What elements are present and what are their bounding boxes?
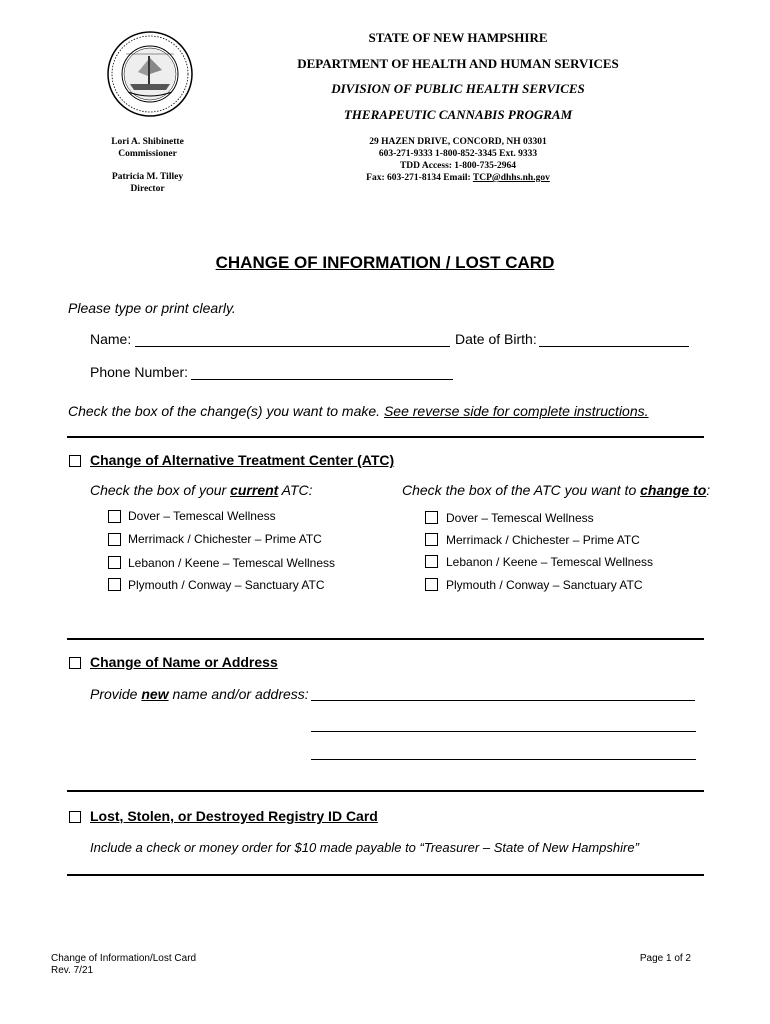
name-field[interactable] xyxy=(135,346,450,347)
commissioner-name: Lori A. Shibinette xyxy=(111,137,184,147)
address-line: 29 HAZEN DRIVE, CONCORD, NH 03301 xyxy=(369,137,547,147)
check-instruction xyxy=(68,403,649,419)
program-name: THERAPEUTIC CANNABIS PROGRAM xyxy=(343,107,573,122)
footer-revision: Rev. 7/21 xyxy=(51,965,94,976)
to-suffix: : xyxy=(706,482,711,498)
phone-label: Phone Number: xyxy=(90,364,189,380)
lost-card-heading: Lost, Stolen, or Destroyed Registry ID Card xyxy=(90,808,378,824)
dob-field[interactable] xyxy=(539,346,689,347)
current-atc-label xyxy=(90,482,313,498)
current-emphasis: current xyxy=(230,482,279,498)
division-name: DIVISION OF PUBLIC HEALTH SERVICES xyxy=(331,81,585,96)
phone-field[interactable] xyxy=(191,379,453,380)
current-atc-checkbox-2[interactable] xyxy=(108,556,121,569)
current-atc-option-2: Lebanon / Keene – Temescal Wellness xyxy=(128,556,336,570)
to-atc-checkbox-0[interactable] xyxy=(425,511,438,524)
to-emphasis: change to xyxy=(640,482,707,498)
instruction-text: Please type or print clearly. xyxy=(68,300,236,316)
contact-block xyxy=(260,136,656,184)
footer-page-number: Page 1 of 2 xyxy=(639,953,691,964)
phone-line: 603-271-9333 1-800-852-3345 Ext. 9333 xyxy=(378,149,538,159)
to-atc-checkbox-2[interactable] xyxy=(425,555,438,568)
prompt-prefix: Provide xyxy=(90,686,142,702)
new-name-prompt xyxy=(90,686,309,702)
to-prefix: Check the box of the ATC you want to xyxy=(402,482,641,498)
to-atc-option-3: Plymouth / Conway – Sanctuary ATC xyxy=(446,578,643,592)
commissioner-title: Commissioner xyxy=(118,149,177,159)
fax-text: Fax: 603-271-8134 Email: xyxy=(366,173,473,183)
current-atc-option-3: Plymouth / Conway – Sanctuary ATC xyxy=(128,578,325,592)
to-atc-option-2: Lebanon / Keene – Temescal Wellness xyxy=(446,555,654,569)
name-address-heading: Change of Name or Address xyxy=(90,654,278,670)
atc-heading: Change of Alternative Treatment Center (ATC) xyxy=(90,452,395,468)
form-title: CHANGE OF INFORMATION / LOST CARD xyxy=(215,253,555,272)
section-divider xyxy=(67,638,704,640)
section-divider xyxy=(67,436,704,438)
atc-change-checkbox[interactable] xyxy=(69,455,81,467)
prompt-emphasis: new xyxy=(141,686,169,702)
current-atc-checkbox-0[interactable] xyxy=(108,510,121,523)
current-prefix: Check the box of your xyxy=(90,482,231,498)
new-address-line-1[interactable] xyxy=(311,700,695,701)
director-name: Patricia M. Tilley xyxy=(111,172,184,182)
name-address-checkbox[interactable] xyxy=(69,657,81,669)
reverse-side-link[interactable]: See reverse side for complete instructions. xyxy=(383,403,649,419)
fax-email-line xyxy=(260,172,656,184)
email-link[interactable]: TCP@dhhs.nh.gov xyxy=(472,173,550,183)
officials-block xyxy=(80,136,215,195)
new-address-line-3[interactable] xyxy=(311,759,696,760)
current-atc-option-1: Merrimack / Chichester – Prime ATC xyxy=(128,532,322,546)
to-atc-checkbox-3[interactable] xyxy=(425,578,438,591)
current-atc-option-0: Dover – Temescal Wellness xyxy=(128,509,276,523)
current-suffix: ATC: xyxy=(278,482,313,498)
to-atc-checkbox-1[interactable] xyxy=(425,533,438,546)
to-atc-option-1: Merrimack / Chichester – Prime ATC xyxy=(446,533,640,547)
name-label: Name: xyxy=(90,331,132,347)
section-divider xyxy=(67,874,704,876)
state-seal-icon xyxy=(106,30,194,118)
department-name: DEPARTMENT OF HEALTH AND HUMAN SERVICES xyxy=(297,56,619,71)
tdd-line: TDD Access: 1-800-735-2964 xyxy=(399,161,517,171)
footer-left xyxy=(51,953,196,977)
footer-form-name: Change of Information/Lost Card xyxy=(51,953,197,964)
to-atc-option-0: Dover – Temescal Wellness xyxy=(446,511,594,525)
section-divider xyxy=(67,790,704,792)
current-atc-checkbox-1[interactable] xyxy=(108,533,121,546)
director-title: Director xyxy=(130,184,165,194)
new-address-line-2[interactable] xyxy=(311,731,696,732)
lost-card-note: Include a check or money order for $10 made payable to “Treasurer – State of New Hampshire” xyxy=(90,840,639,855)
check-instruction-text: Check the box of the change(s) you want to make. xyxy=(68,403,384,419)
dob-label: Date of Birth: xyxy=(455,331,537,347)
prompt-suffix: name and/or address: xyxy=(168,686,309,702)
state-name: STATE OF NEW HAMPSHIRE xyxy=(368,30,548,45)
current-atc-checkbox-3[interactable] xyxy=(108,578,121,591)
to-atc-label xyxy=(402,482,711,498)
lost-card-checkbox[interactable] xyxy=(69,811,81,823)
